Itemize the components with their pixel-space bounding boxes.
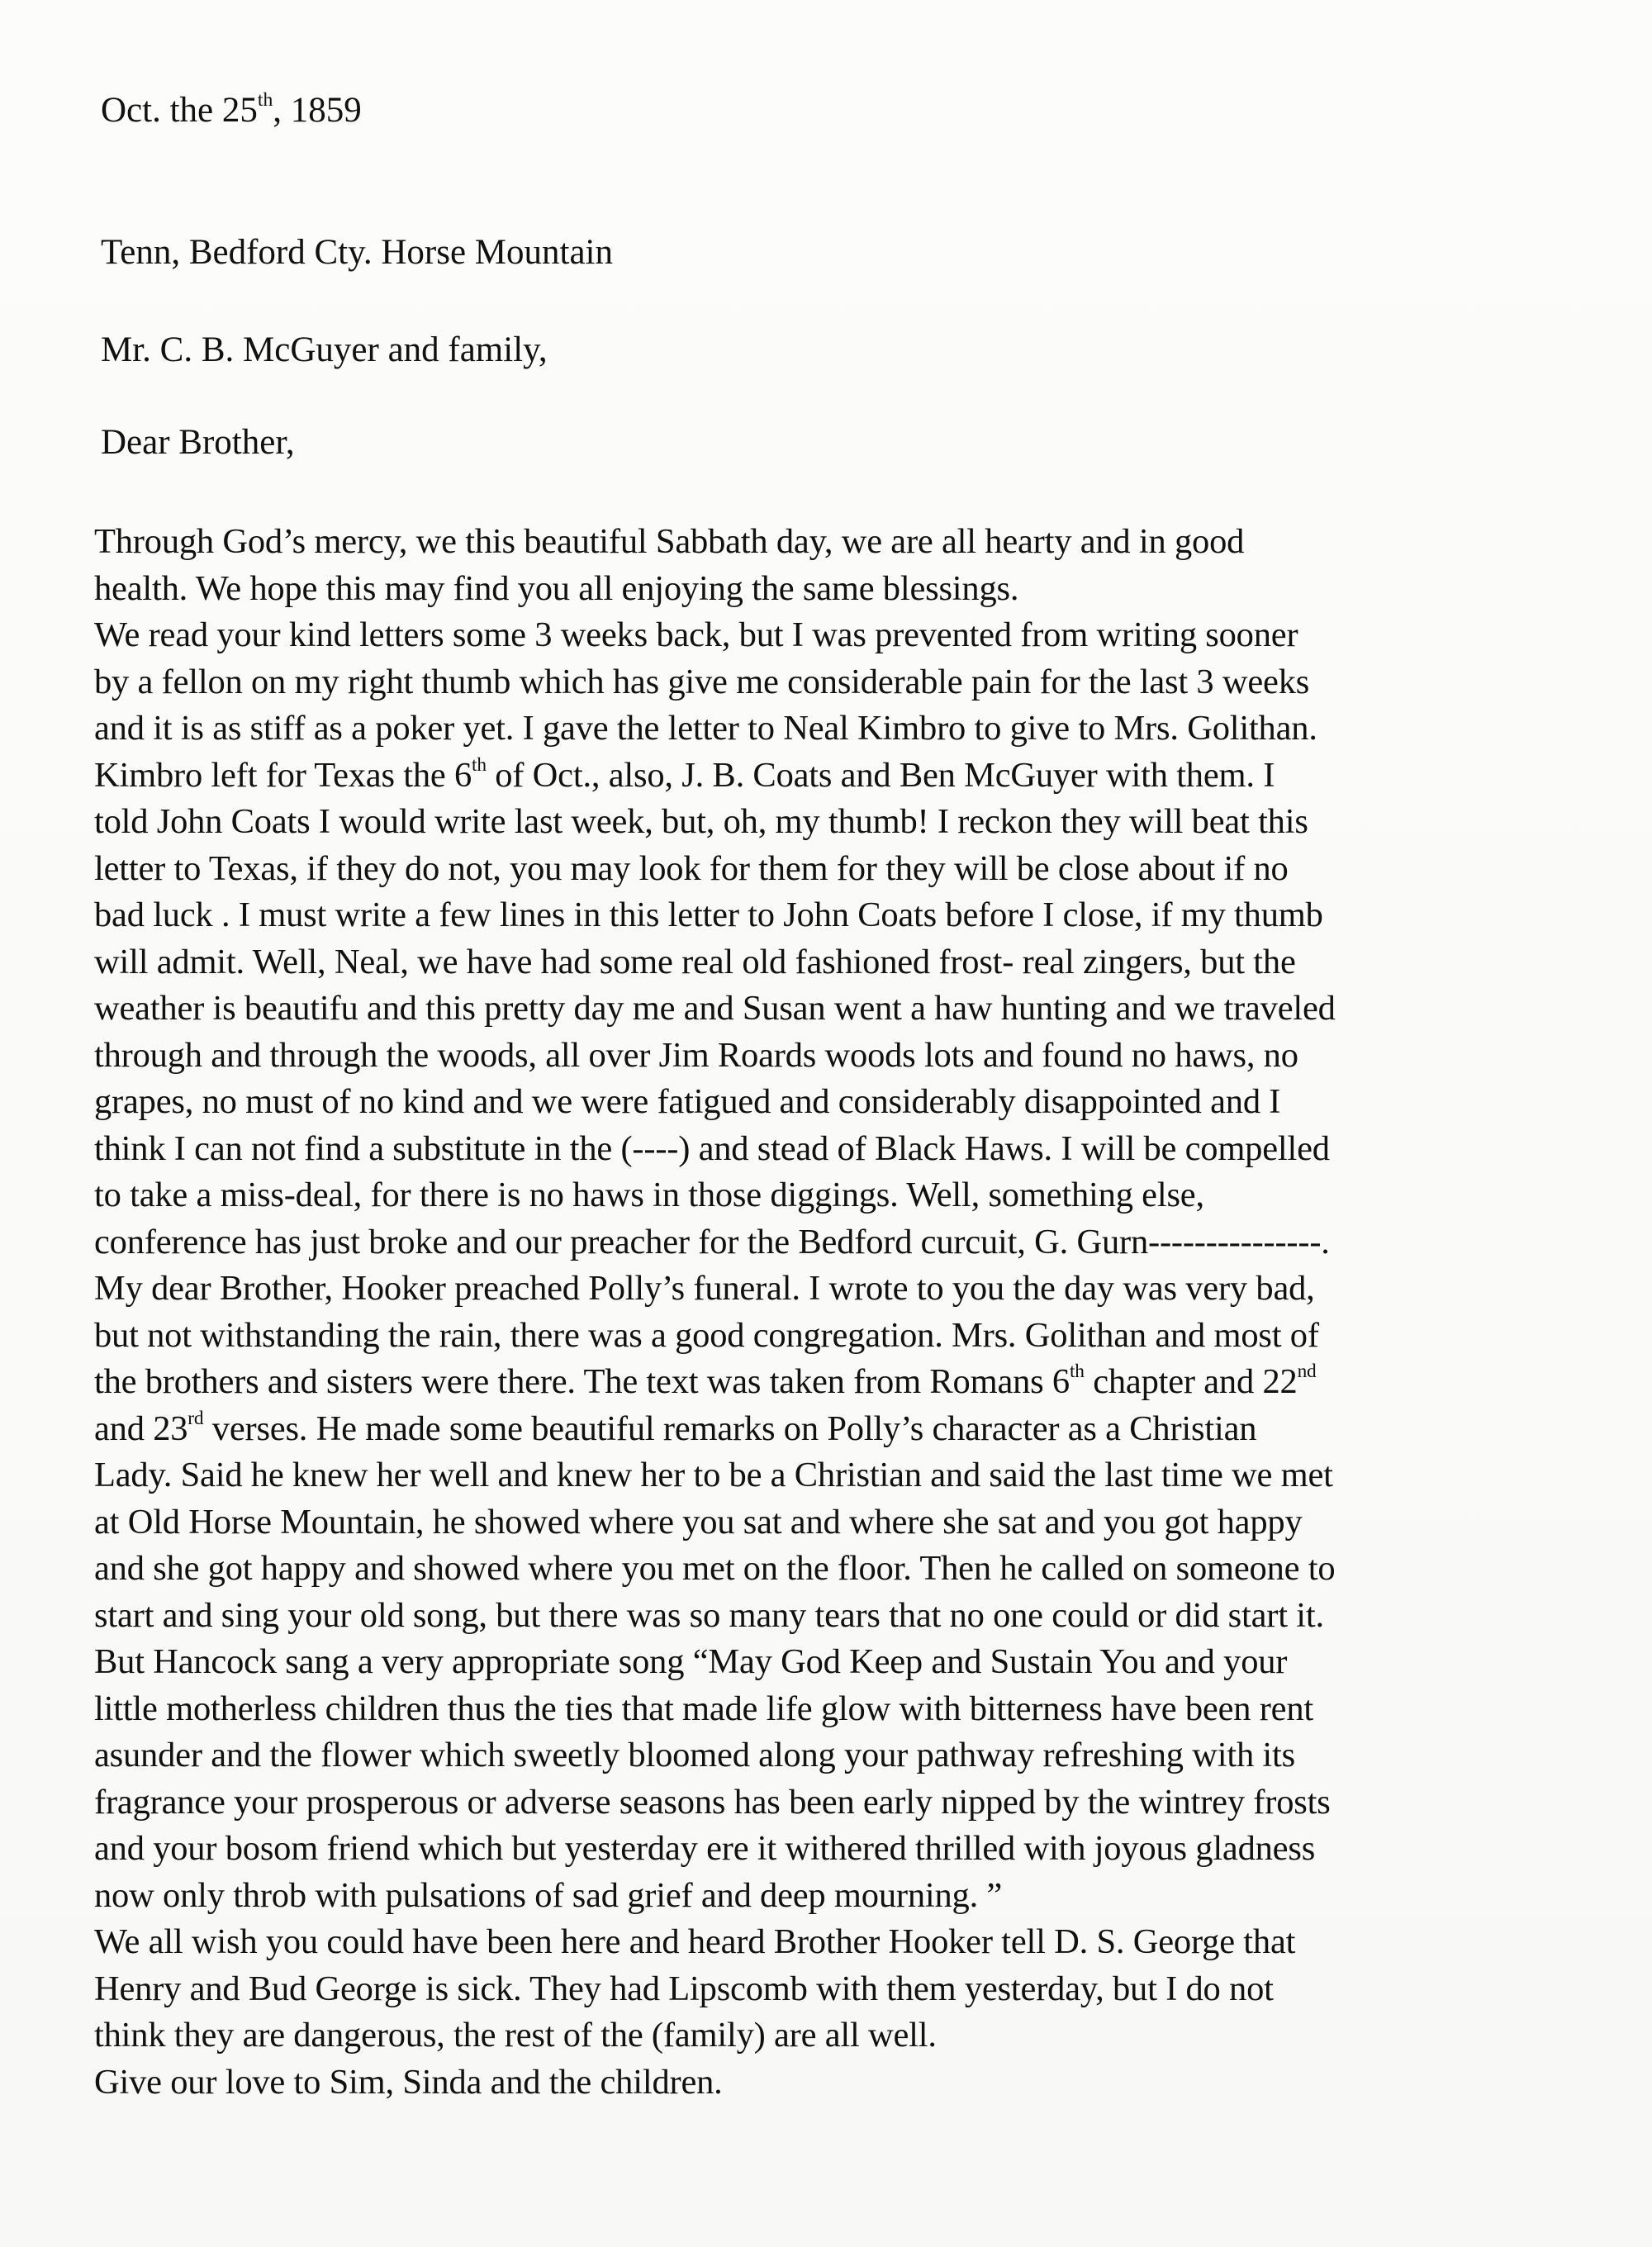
date-prefix: Oct. the 25 xyxy=(101,91,258,130)
letter-line: told John Coats I would write last week, but, oh, my thumb! I reckon they will beat this xyxy=(94,802,1308,841)
letter-line: health. We hope this may find you all enjoying the same blessings. xyxy=(94,568,1019,608)
letter-line: now only throb with pulsations of sad grief and deep mourning. ” xyxy=(94,1875,1003,1915)
letter-line xyxy=(94,1406,1573,1453)
line-segment: the brothers and sisters were there. The text was taken from Romans 6 xyxy=(94,1362,1070,1401)
letter-line: weather is beautifu and this pretty day me and Susan went a haw hunting and we traveled xyxy=(94,989,1336,1028)
letter-line: and it is as stiff as a poker yet. I gave the letter to Neal Kimbro to give to Mrs. Golithan. xyxy=(94,709,1317,748)
letter-line xyxy=(94,1359,1573,1406)
letter-line: bad luck . I must write a few lines in this letter to John Coats before I close, if my thumb xyxy=(94,895,1323,934)
letter-line: letter to Texas, if they do not, you may look for them for they will be close about if no xyxy=(94,848,1289,888)
letter-line: will admit. Well, Neal, we have had some real old fashioned frost- real zingers, but the xyxy=(94,942,1296,981)
letter-line: think they are dangerous, the rest of the (family) are all well. xyxy=(94,2016,937,2055)
letter-salutation: Dear Brother, xyxy=(101,423,295,462)
ordinal-suffix: th xyxy=(472,753,487,776)
letter-line: But Hancock sang a very appropriate song “May God Keep and Sustain You and your xyxy=(94,1642,1288,1681)
letter-line: We all wish you could have been here and heard Brother Hooker tell D. S. George that xyxy=(94,1922,1296,1961)
letter-line: by a fellon on my right thumb which has give me considerable pain for the last 3 weeks xyxy=(94,662,1310,701)
letter-line: conference has just broke and our preacher for the Bedford curcuit, G. Gurn---------------. xyxy=(94,1222,1330,1261)
letter-line: think I can not find a substitute in the (----) and stead of Black Haws. I will be compelled xyxy=(94,1128,1330,1168)
letter-line: fragrance your prosperous or adverse seasons has been early nipped by the wintrey frosts xyxy=(94,1782,1331,1822)
line-segment: and 23 xyxy=(94,1409,188,1448)
letter-line: to take a miss-deal, for there is no haws in those diggings. Well, something else, xyxy=(94,1176,1204,1214)
letter-line: Through God’s mercy, we this beautiful Sabbath day, we are all hearty and in good xyxy=(94,522,1245,561)
ordinal-suffix: rd xyxy=(188,1407,204,1429)
date-suffix: , 1859 xyxy=(273,91,362,130)
letter-line: My dear Brother, Hooker preached Polly’s funeral. I wrote to you the day was very bad, xyxy=(94,1269,1315,1308)
letter-line: Give our love to Sim, Sinda and the children. xyxy=(94,2062,723,2102)
letter-line: Henry and Bud George is sick. They had Lipscomb with them yesterday, but I do not xyxy=(94,1969,1274,2008)
letter-date xyxy=(101,89,362,132)
letter-place: Tenn, Bedford Cty. Horse Mountain xyxy=(101,233,613,272)
letter-body xyxy=(94,519,1573,2106)
date-ordinal: th xyxy=(257,89,273,112)
letter-line: grapes, no must of no kind and we were fatigued and considerably disappointed and I xyxy=(94,1082,1281,1121)
line-segment: Kimbro left for Texas the 6 xyxy=(94,755,472,795)
ordinal-suffix: nd xyxy=(1297,1361,1317,1383)
letter-line: but not withstanding the rain, there was a good congregation. Mrs. Golithan and most of xyxy=(94,1315,1319,1355)
letter-line: at Old Horse Mountain, he showed where you sat and where she sat and you got happy xyxy=(94,1502,1303,1542)
letter-line: asunder and the flower which sweetly bloomed along your pathway refreshing with its xyxy=(94,1736,1295,1774)
letter-line: through and through the woods, all over Jim Roards woods lots and found no haws, no xyxy=(94,1035,1298,1075)
line-segment: verses. He made some beautiful remarks on Polly’s character as a Christian xyxy=(203,1409,1257,1448)
letter-line: little motherless children thus the ties that made life glow with bitterness have been rent xyxy=(94,1689,1313,1728)
letter-line: Lady. Said he knew her well and knew her to be a Christian and said the last time we met xyxy=(94,1456,1333,1494)
letter-line: and your bosom friend which but yesterday ere it withered thrilled with joyous gladness xyxy=(94,1829,1316,1868)
letter-line xyxy=(94,753,1573,800)
line-segment: of Oct., also, J. B. Coats and Ben McGuyer with them. I xyxy=(486,755,1275,795)
letter-line: start and sing your old song, but there was so many tears that no one could or did start it. xyxy=(94,1595,1324,1635)
letter-line: We read your kind letters some 3 weeks back, but I was prevented from writing sooner xyxy=(94,615,1298,654)
letter-recipient: Mr. C. B. McGuyer and family, xyxy=(101,330,548,369)
ordinal-suffix: th xyxy=(1069,1361,1085,1383)
letter-line: and she got happy and showed where you met on the floor. Then he called on someone to xyxy=(94,1549,1336,1588)
line-segment: chapter and 22 xyxy=(1084,1362,1298,1401)
